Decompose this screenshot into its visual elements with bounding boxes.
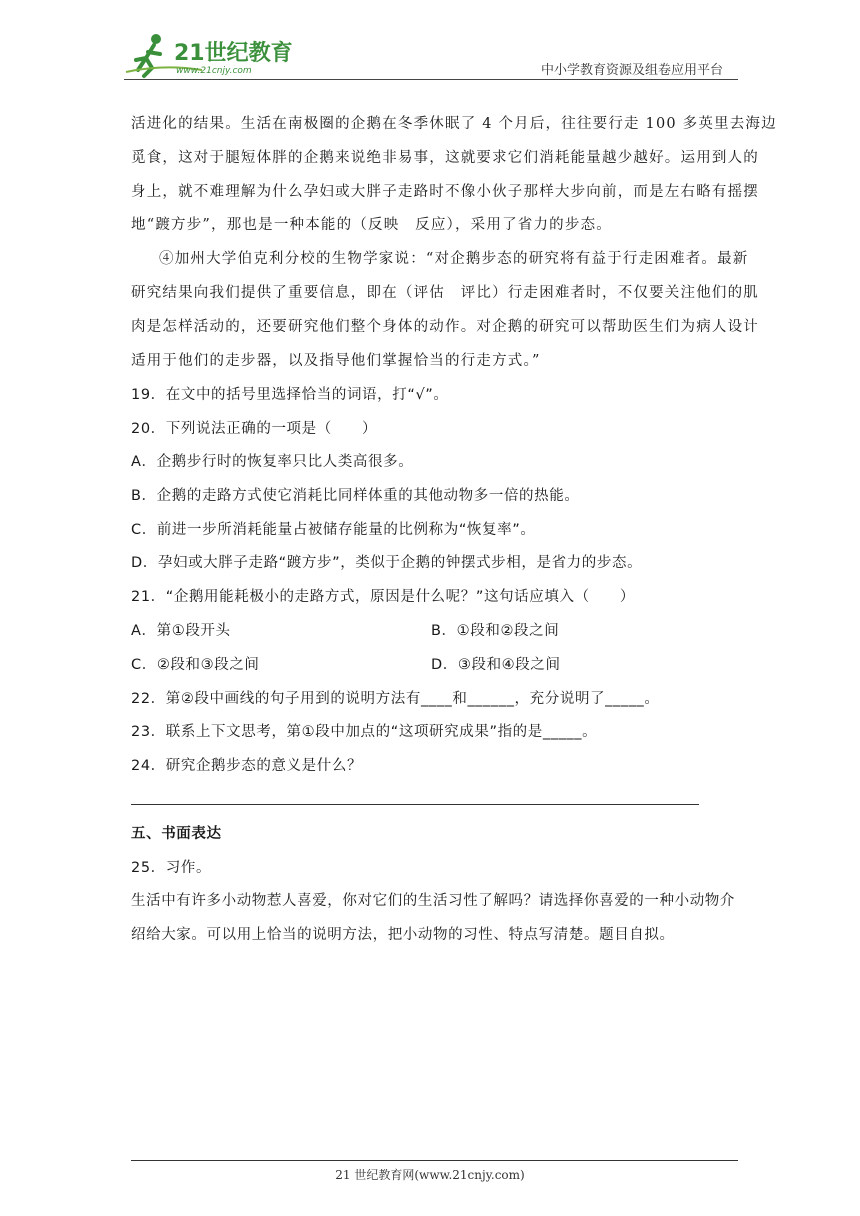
svg-text:21世纪教育: 21世纪教育 [174,41,293,66]
question-20-option-b: B．企鹅的走路方式使它消耗比同样体重的其他动物多一倍的热能。 [131,488,580,504]
passage-line: 觅食，这对于腿短体胖的企鹅来说绝非易事，这就要求它们消耗能量越少越好。运用到人的 [131,150,759,166]
question-25: 25．习作。 [131,860,212,876]
passage-line: 研究结果向我们提供了重要信息，即在（评估 评比）行走困难者时，不仅要关注他们的肌 [131,285,759,301]
passage-line: 身上，就不难理解为什么孕妇或大胖子走路时不像小伙子那样大步向前，而是左右略有摇摆 [131,184,759,200]
writing-prompt-line: 绍给大家。可以用上恰当的说明方法，把小动物的习性、特点写清楚。题目自拟。 [131,927,675,943]
question-20-option-c: C．前进一步所消耗能量占被储存能量的比例称为“恢复率”。 [131,522,536,538]
question-20-option-d: D．孕妇或大胖子走路“踱方步”，类似于企鹅的钟摆式步相，是省力的步态。 [131,555,643,571]
passage-paragraph-4: ④加州大学伯克利分校的生物学家说：“对企鹅步态的研究将有益于行走困难者。最新 [159,251,749,267]
question-24: 24．研究企鹅步态的意义是什么？ [131,758,363,774]
question-19: 19．在文中的括号里选择恰当的词语，打“√”。 [131,387,449,403]
answer-line [131,804,699,805]
svg-text:www.21cnjy.com: www.21cnjy.com [176,66,252,76]
question-20-option-a: A．企鹅步行时的恢复率只比人类高很多。 [131,454,414,470]
passage-line: 肉是怎样活动的，还要研究他们整个身体的动作。对企鹅的研究可以帮助医生们为病人设计 [131,319,759,335]
writing-prompt-line: 生活中有许多小动物惹人喜爱，你对它们的生活习性了解吗？请选择你喜爱的一种小动物介 [131,893,735,909]
runner-logo-icon [124,30,294,80]
question-20: 20．下列说法正确的一项是（ ） [131,421,378,437]
question-21: 21．“企鹅用能耗极小的走路方式，原因是什么呢？”这句话应填入（ ） [131,589,635,605]
question-21-option-d: D．③段和④段之间 [431,657,561,673]
question-21-option-a: A．第①段开头 [131,623,231,639]
header-divider [124,79,738,80]
passage-line: 地“踱方步”，那也是一种本能的（反映 反应），采用了省力的步态。 [131,217,612,233]
platform-name: 中小学教育资源及组卷应用平台 [540,63,723,78]
footer-text: 21 世纪教育网(www.21cnjy.com) [335,1168,525,1182]
passage-line: 适用于他们的走步器，以及指导他们掌握恰当的行走方式。” [131,353,541,369]
site-logo [124,30,294,80]
passage-line: 活进化的结果。生活在南极圈的企鹅在冬季休眠了 4 个月后，往往要行走 100 多英里去海边 [131,116,777,132]
footer-divider [131,1160,738,1161]
question-21-option-b: B．①段和②段之间 [431,623,560,639]
question-22: 22．第②段中画线的句子用到的说明方法有____和______，充分说明了_____。 [131,691,660,707]
section-title: 五、书面表达 [131,826,222,842]
question-21-option-c: C．②段和③段之间 [131,657,260,673]
question-23: 23．联系上下文思考，第①段中加点的“这项研究成果”指的是_____。 [131,724,598,740]
